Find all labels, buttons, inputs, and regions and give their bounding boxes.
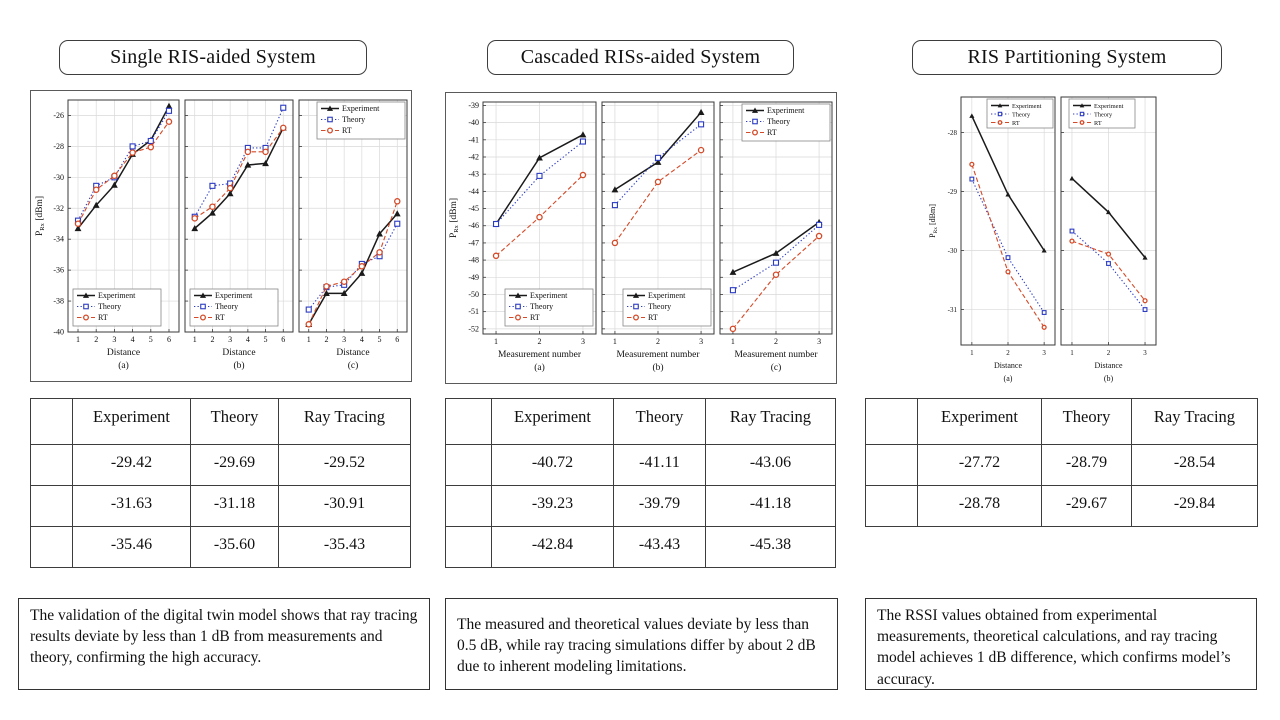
table-header-ray-tracing: Ray Tracing xyxy=(279,399,411,445)
svg-text:Distance: Distance xyxy=(106,348,141,358)
chart-partitioning-a xyxy=(927,92,1058,388)
table-cell: -31.18 xyxy=(191,486,279,527)
caption-text: The measured and theoretical values deviate by less than 0.5 dB, while ray tracing simulations differ by about 2 dB due to inherent modeling limitations. xyxy=(457,616,816,676)
svg-text:-26: -26 xyxy=(53,110,64,120)
svg-text:Theory: Theory xyxy=(1012,111,1031,119)
title-single-ris xyxy=(59,40,367,75)
svg-text:3: 3 xyxy=(112,335,117,344)
svg-text:PRx [dBm]: $P_{Rx}$ [dBm] xyxy=(35,195,46,237)
title-cascaded-ris xyxy=(487,40,794,75)
chart-cascaded-ris-a xyxy=(447,95,599,381)
svg-text:-40: -40 xyxy=(468,118,479,128)
table-corner-cell xyxy=(446,399,492,445)
figure-cascaded-ris xyxy=(445,92,837,384)
table-row xyxy=(866,486,1258,527)
svg-text:PRx [dBm]: $P_{Rx}$ [dBm] xyxy=(928,204,939,238)
table-header-theory: Theory xyxy=(1042,399,1132,445)
svg-text:-34: -34 xyxy=(53,234,64,244)
svg-text:-31: -31 xyxy=(947,306,957,315)
svg-text:3: 3 xyxy=(699,337,704,346)
table-cell: -42.84 xyxy=(492,527,614,568)
results-table-cascaded-ris xyxy=(445,398,836,568)
results-table-single-ris xyxy=(30,398,411,568)
table-header-ray-tracing: Ray Tracing xyxy=(706,399,836,445)
svg-text:RT: RT xyxy=(1012,120,1020,127)
svg-text:5: 5 xyxy=(148,335,153,344)
svg-text:-36: -36 xyxy=(53,265,64,275)
svg-text:1: 1 xyxy=(730,337,735,346)
svg-text:2: 2 xyxy=(1006,349,1010,357)
table-cell: -29.42 xyxy=(73,445,191,486)
svg-text:-43: -43 xyxy=(468,169,479,179)
table-cell xyxy=(446,445,492,486)
svg-text:Experiment: Experiment xyxy=(530,291,568,300)
title-ris-partitioning xyxy=(912,40,1222,75)
svg-text:Experiment: Experiment xyxy=(215,291,253,300)
table-cell: -28.78 xyxy=(918,486,1042,527)
table-cell xyxy=(31,445,73,486)
table-header-row xyxy=(31,399,411,445)
svg-text:Theory: Theory xyxy=(767,117,791,126)
table-cell: -29.69 xyxy=(191,445,279,486)
svg-text:RT: RT xyxy=(530,313,540,322)
table-cell: -40.72 xyxy=(492,445,614,486)
table-cell: -29.84 xyxy=(1132,486,1258,527)
title-text: Single RIS-aided System xyxy=(110,46,316,68)
table-cell: -27.72 xyxy=(918,445,1042,486)
svg-text:-44: -44 xyxy=(468,186,479,196)
svg-text:RT: RT xyxy=(215,313,225,322)
svg-text:3: 3 xyxy=(817,337,822,346)
table-cell: -35.60 xyxy=(191,527,279,568)
table-row xyxy=(31,486,411,527)
table-cell: -45.38 xyxy=(706,527,836,568)
table-header-experiment: Experiment xyxy=(918,399,1042,445)
svg-text:2: 2 xyxy=(210,335,215,344)
chart-partitioning-b xyxy=(1058,92,1159,388)
table-cell: -41.18 xyxy=(706,486,836,527)
svg-text:Experiment: Experiment xyxy=(1094,103,1124,110)
svg-text:-41: -41 xyxy=(468,135,479,145)
svg-text:6: 6 xyxy=(281,335,286,344)
table-row xyxy=(446,527,836,568)
table-cell: -39.23 xyxy=(492,486,614,527)
svg-text:-45: -45 xyxy=(468,204,479,214)
svg-text:-32: -32 xyxy=(53,203,64,213)
svg-text:-39: -39 xyxy=(468,100,479,110)
svg-text:-47: -47 xyxy=(468,238,479,248)
caption-single-ris xyxy=(18,598,430,690)
svg-text:RT: RT xyxy=(342,126,352,135)
results-table-ris-partitioning xyxy=(865,398,1258,527)
table-cell xyxy=(866,445,918,486)
svg-text:Experiment: Experiment xyxy=(1012,103,1042,110)
svg-text:-46: -46 xyxy=(468,221,479,231)
table-header-experiment: Experiment xyxy=(492,399,614,445)
svg-text:RT: RT xyxy=(1094,120,1102,127)
caption-ris-partitioning xyxy=(865,598,1257,690)
column-cascaded-ris xyxy=(443,0,838,720)
table-cell: -43.06 xyxy=(706,445,836,486)
svg-text:1: 1 xyxy=(306,335,311,344)
table-header-ray-tracing: Ray Tracing xyxy=(1132,399,1258,445)
svg-text:Theory: Theory xyxy=(98,302,122,311)
table-cell xyxy=(31,527,73,568)
svg-text:2: 2 xyxy=(774,337,778,346)
svg-text:Theory: Theory xyxy=(648,302,672,311)
svg-text:3: 3 xyxy=(580,337,585,346)
title-text: Cascaded RISs-aided System xyxy=(520,46,761,68)
svg-text:4: 4 xyxy=(130,335,135,344)
svg-text:-38: -38 xyxy=(53,296,64,306)
table-row xyxy=(866,445,1258,486)
table-row xyxy=(31,527,411,568)
svg-text:(c): (c) xyxy=(347,361,359,371)
svg-text:(a): (a) xyxy=(118,361,129,371)
svg-text:-50: -50 xyxy=(468,289,479,299)
svg-text:Experiment: Experiment xyxy=(98,291,136,300)
svg-text:(a): (a) xyxy=(534,363,545,373)
svg-text:2: 2 xyxy=(656,337,660,346)
table-cell: -35.43 xyxy=(279,527,411,568)
table-row xyxy=(31,445,411,486)
svg-text:(b): (b) xyxy=(652,363,664,373)
svg-text:Measurement number: Measurement number xyxy=(616,350,700,360)
svg-text:-40: -40 xyxy=(53,327,64,337)
caption-text: The RSSI values obtained from experimental measurements, theoretical calculations, and ray tracing model achieves 1 dB difference, which confirms model’s accuracy. xyxy=(877,607,1231,688)
svg-text:-28: -28 xyxy=(947,128,957,137)
svg-text:4: 4 xyxy=(359,335,364,344)
table-cell: -43.43 xyxy=(614,527,706,568)
svg-text:3: 3 xyxy=(228,335,233,344)
svg-text:-51: -51 xyxy=(468,307,479,317)
svg-text:3: 3 xyxy=(1042,349,1046,357)
svg-text:Measurement number: Measurement number xyxy=(497,350,582,360)
svg-text:5: 5 xyxy=(377,335,382,344)
svg-text:Experiment: Experiment xyxy=(342,104,380,113)
table-row xyxy=(446,445,836,486)
svg-text:Theory: Theory xyxy=(1094,111,1113,119)
table-cell xyxy=(31,486,73,527)
chart-single-ris-b xyxy=(182,93,296,379)
svg-text:Distance: Distance xyxy=(994,361,1022,370)
svg-text:1: 1 xyxy=(76,335,81,344)
table-cell xyxy=(446,486,492,527)
table-header-experiment: Experiment xyxy=(73,399,191,445)
svg-text:6: 6 xyxy=(395,335,400,344)
svg-text:RT: RT xyxy=(767,128,777,137)
svg-text:1: 1 xyxy=(494,337,499,346)
column-single-ris xyxy=(18,0,430,720)
svg-text:Theory: Theory xyxy=(342,115,366,124)
svg-text:-30: -30 xyxy=(53,172,64,182)
svg-text:-42: -42 xyxy=(468,152,479,162)
svg-text:PRx [dBm]: $P_{Rx}$ [dBm] xyxy=(449,197,460,239)
svg-text:2: 2 xyxy=(324,335,329,344)
table-cell xyxy=(866,486,918,527)
chart-single-ris-c xyxy=(296,93,410,379)
svg-text:Distance: Distance xyxy=(336,348,370,358)
table-header-theory: Theory xyxy=(614,399,706,445)
table-cell: -31.63 xyxy=(73,486,191,527)
table-cell: -29.67 xyxy=(1042,486,1132,527)
svg-text:RT: RT xyxy=(98,313,108,322)
svg-text:Theory: Theory xyxy=(530,302,554,311)
svg-text:(a): (a) xyxy=(1003,374,1013,383)
svg-text:-49: -49 xyxy=(468,272,479,282)
table-row xyxy=(446,486,836,527)
table-cell: -29.52 xyxy=(279,445,411,486)
svg-text:5: 5 xyxy=(263,335,268,344)
svg-text:Theory: Theory xyxy=(215,302,239,311)
chart-cascaded-ris-b xyxy=(599,95,717,381)
figure-single-ris xyxy=(30,90,412,382)
svg-text:-52: -52 xyxy=(468,324,479,334)
figure-ris-partitioning xyxy=(927,92,1159,388)
table-cell: -28.54 xyxy=(1132,445,1258,486)
svg-text:4: 4 xyxy=(245,335,250,344)
svg-text:Measurement number: Measurement number xyxy=(734,350,818,360)
chart-single-ris-a xyxy=(32,93,182,379)
table-cell: -28.79 xyxy=(1042,445,1132,486)
table-cell xyxy=(446,527,492,568)
svg-text:RT: RT xyxy=(648,313,658,322)
svg-text:3: 3 xyxy=(342,335,347,344)
table-header-row xyxy=(866,399,1258,445)
svg-text:3: 3 xyxy=(1143,349,1147,357)
svg-text:(b): (b) xyxy=(1103,374,1114,383)
svg-text:-29: -29 xyxy=(947,187,957,196)
caption-text: The validation of the digital twin model shows that ray tracing results deviate by less than 1 dB from measurements and theory, confirming the high accuracy. xyxy=(30,607,418,667)
svg-text:2: 2 xyxy=(537,337,542,346)
caption-cascaded-ris xyxy=(445,598,838,690)
title-text: RIS Partitioning System xyxy=(967,46,1167,68)
table-corner-cell xyxy=(31,399,73,445)
svg-text:-30: -30 xyxy=(947,247,957,256)
svg-text:1: 1 xyxy=(1070,349,1074,357)
svg-text:Distance: Distance xyxy=(222,348,256,358)
svg-text:(c): (c) xyxy=(770,363,782,373)
svg-text:1: 1 xyxy=(970,349,974,357)
svg-text:1: 1 xyxy=(192,335,197,344)
svg-text:(b): (b) xyxy=(233,361,245,371)
chart-cascaded-ris-c xyxy=(717,95,835,381)
svg-text:Experiment: Experiment xyxy=(767,106,805,115)
svg-text:1: 1 xyxy=(612,337,617,346)
table-cell: -30.91 xyxy=(279,486,411,527)
table-cell: -41.11 xyxy=(614,445,706,486)
column-ris-partitioning xyxy=(862,0,1260,720)
table-cell: -35.46 xyxy=(73,527,191,568)
svg-text:Distance: Distance xyxy=(1094,361,1123,370)
table-cell: -39.79 xyxy=(614,486,706,527)
svg-text:-48: -48 xyxy=(468,255,479,265)
table-header-theory: Theory xyxy=(191,399,279,445)
svg-text:-28: -28 xyxy=(53,141,64,151)
svg-text:6: 6 xyxy=(166,335,171,344)
table-header-row xyxy=(446,399,836,445)
svg-text:Experiment: Experiment xyxy=(648,291,686,300)
svg-text:2: 2 xyxy=(94,335,99,344)
table-corner-cell xyxy=(866,399,918,445)
svg-text:2: 2 xyxy=(1106,349,1111,357)
